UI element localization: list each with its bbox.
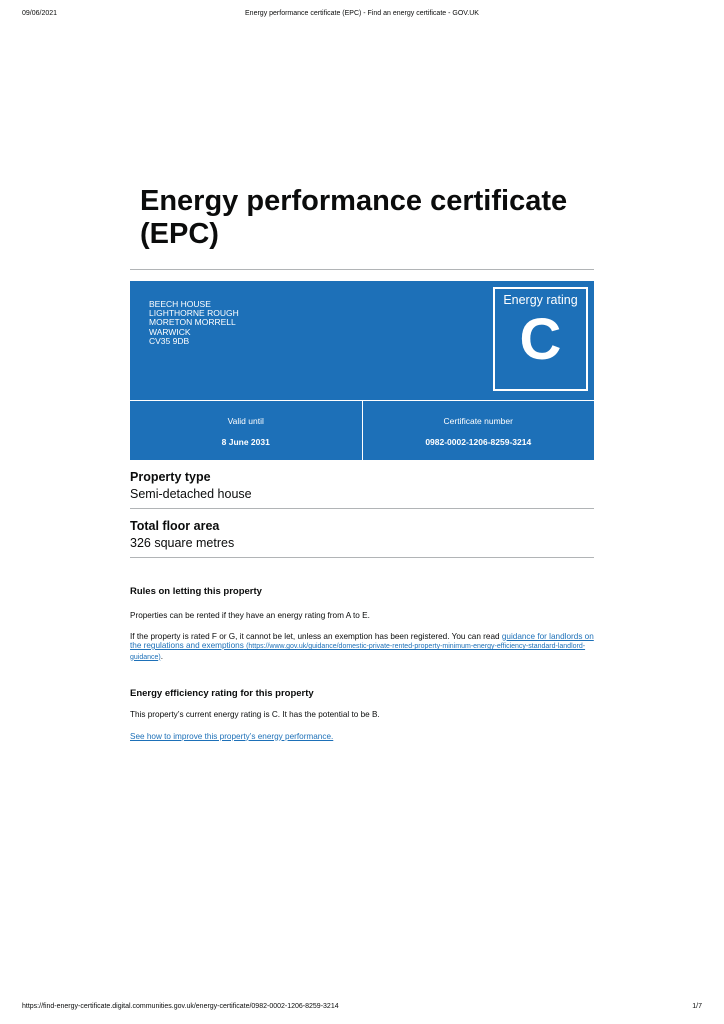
energy-rating-letter: C bbox=[519, 307, 562, 372]
floor-area-value: 326 square metres bbox=[130, 536, 235, 550]
address-line: CV35 9DB bbox=[149, 335, 190, 346]
property-address bbox=[149, 300, 239, 346]
summary-row-property-type bbox=[130, 470, 594, 502]
certificate-number-value: 0982-0002-1206-8259-3214 bbox=[425, 437, 532, 447]
epc-summary-box bbox=[130, 281, 594, 460]
address-line: MORETON MORRELL bbox=[149, 317, 236, 328]
letting-exemption-text bbox=[130, 632, 594, 663]
property-summary bbox=[130, 470, 594, 558]
letting-rules-section bbox=[130, 586, 594, 662]
divider bbox=[130, 557, 594, 558]
exemption-text-suffix: . bbox=[160, 651, 164, 661]
energy-efficiency-section bbox=[130, 688, 594, 741]
letting-rules-text: Properties can be rented if they have an energy rating from A to E. bbox=[130, 611, 370, 620]
improve-link-paragraph bbox=[130, 732, 594, 742]
energy-rating-box bbox=[493, 287, 588, 391]
valid-until-label: Valid until bbox=[227, 416, 264, 426]
address-line: WARWICK bbox=[149, 326, 191, 337]
letting-rules-heading: Rules on letting this property bbox=[130, 586, 262, 597]
address-line: BEECH HOUSE bbox=[149, 299, 211, 309]
landlord-guidance-link-text: guidance for landlords on the regulations and exemptions bbox=[130, 631, 594, 650]
certificate-number-cell bbox=[362, 401, 595, 460]
print-url: https://find-energy-certificate.digital.communities.gov.uk/energy-certificate/0982-0002-1206-8259-3214 bbox=[22, 1003, 339, 1010]
energy-efficiency-heading: Energy efficiency rating for this property bbox=[130, 688, 314, 699]
divider bbox=[130, 269, 594, 270]
floor-area-label: Total floor area bbox=[130, 519, 220, 533]
main-content bbox=[130, 185, 594, 741]
certificate-number-label: Certificate number bbox=[443, 416, 513, 426]
epc-bottom-section bbox=[130, 401, 594, 460]
summary-row-floor-area bbox=[130, 519, 594, 551]
energy-efficiency-text: This property’s current energy rating is C. It has the potential to be B. bbox=[130, 710, 380, 719]
energy-rating-label: Energy rating bbox=[503, 293, 578, 307]
landlord-guidance-link-url: (https://www.gov.uk/guidance/domestic-private-rented-property-minimum-energy-efficiency-standard-landlord-guidance) bbox=[130, 643, 586, 661]
print-page-title: Energy performance certificate (EPC) - Find an energy certificate - GOV.UK bbox=[245, 10, 479, 17]
improve-energy-performance-link[interactable]: See how to improve this property’s energy performance. bbox=[130, 731, 334, 741]
exemption-text-prefix: If the property is rated F or G, it cannot be let, unless an exemption has been registered. You can read bbox=[130, 631, 502, 641]
print-page-number: 1/7 bbox=[692, 1003, 702, 1010]
address-line: LIGHTHORNE ROUGH bbox=[149, 308, 239, 319]
valid-until-cell bbox=[130, 401, 362, 460]
property-type-value: Semi-detached house bbox=[130, 487, 252, 501]
print-date: 09/06/2021 bbox=[22, 10, 58, 17]
property-type-label: Property type bbox=[130, 470, 211, 484]
divider bbox=[130, 508, 594, 509]
epc-top-section bbox=[130, 281, 594, 401]
valid-until-value: 8 June 2031 bbox=[221, 437, 270, 447]
page-title: Energy performance certificate (EPC) bbox=[140, 185, 568, 250]
